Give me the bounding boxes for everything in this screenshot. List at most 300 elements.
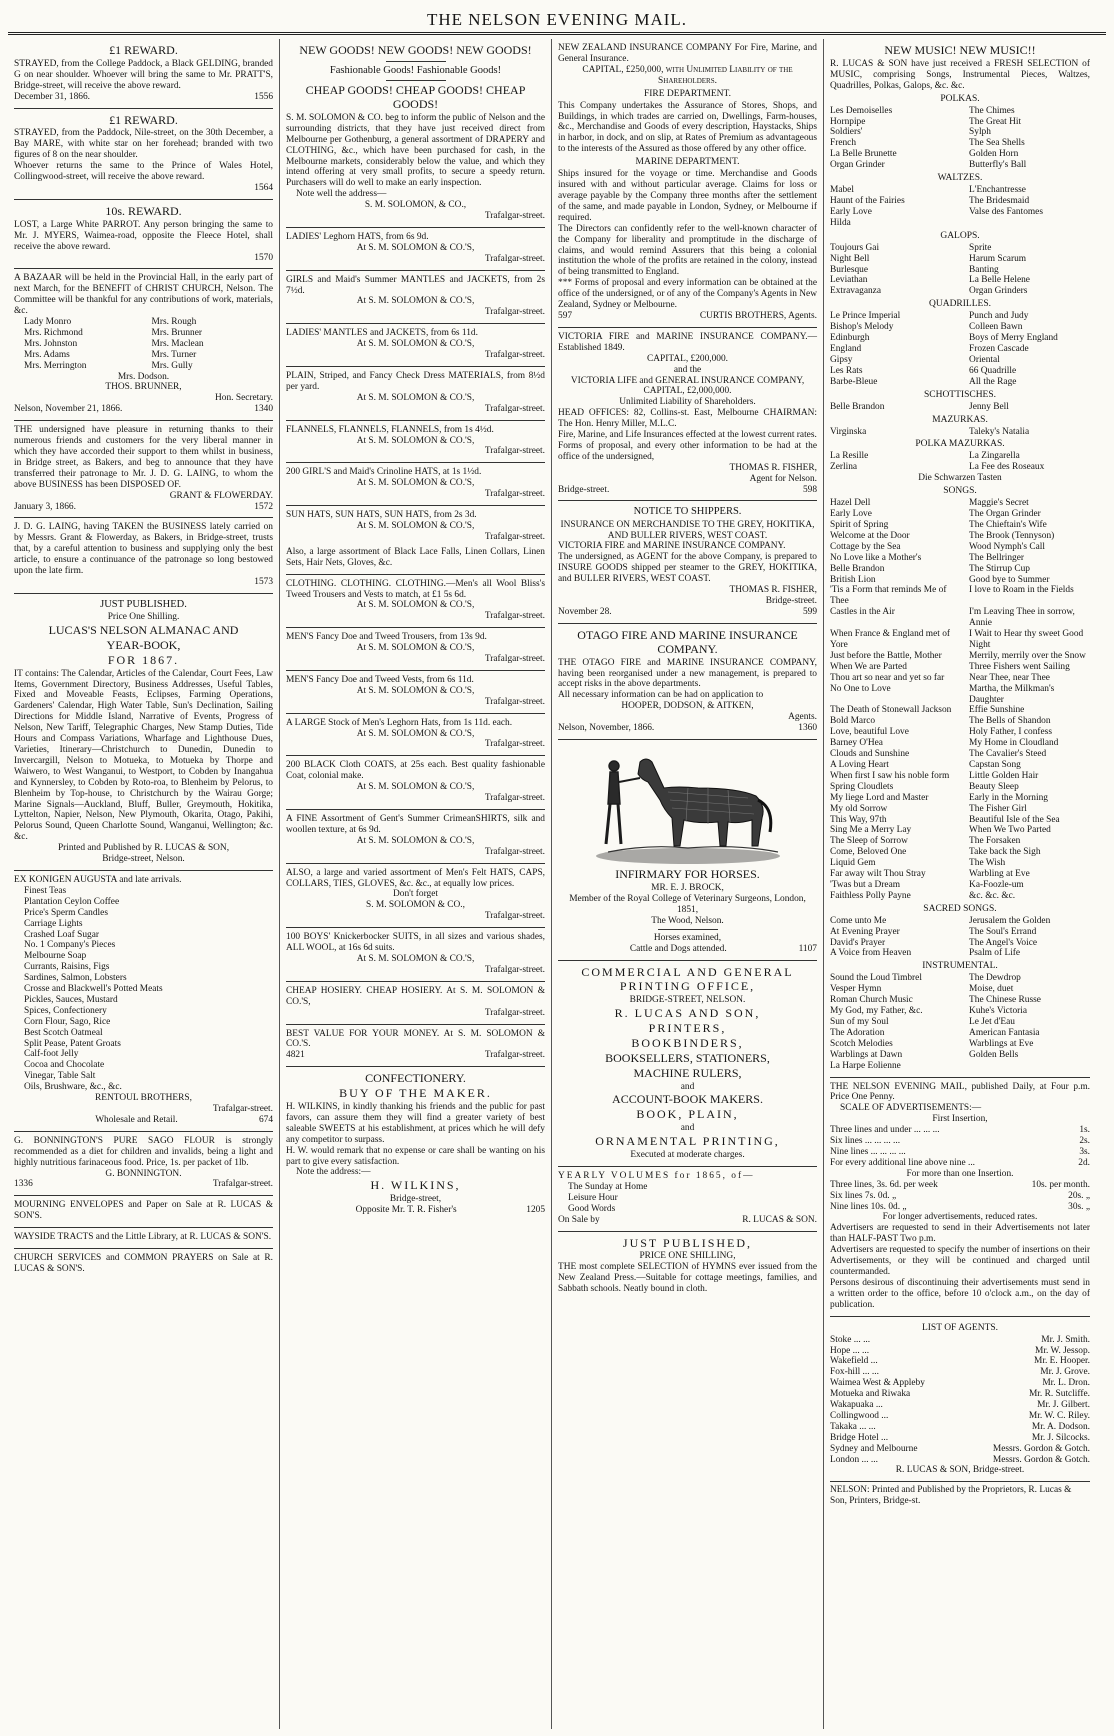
hymns-ad (558, 1232, 817, 1301)
music-title-item: This Way, 97th (830, 814, 887, 825)
music-title-item: The Chinese Russe (969, 995, 1041, 1006)
notice-body: The undersigned, as AGENT for the above Company, is prepared to INSURE GOODS shipped per steamer to the GREY, HOKITIKA, and BULLER RIVERS, WEST COAST. (558, 552, 817, 585)
music-section-list (830, 243, 1090, 298)
ad-heading: 10s. REWARD. (105, 203, 182, 218)
solomon-address: S. M. SOLOMON, & CO., (364, 200, 467, 211)
music-title-item: The Bells of Shandon (969, 716, 1051, 727)
ad-number: 1572 (254, 501, 273, 512)
agent-name: Mr. E. Hooper. (1034, 1356, 1090, 1367)
ad-footer-text: Wholesale and Retail. (95, 1114, 178, 1125)
forms-text: Forms of proposal, and every other information to be had at the office of the undersigned, (558, 440, 817, 462)
rate-label: Nine lines 10s. 0d. „ (830, 1201, 907, 1212)
item-text: MEN'S Fancy Doe and Tweed Trousers, from 13s 9d. (286, 632, 487, 643)
music-title-item: La Harpe Eolienne (830, 1060, 901, 1071)
ad-place: Trafalgar-street. (212, 1179, 273, 1190)
music-title-item: The Stirrup Cup (969, 563, 1030, 574)
solomon-item-ad (286, 714, 545, 757)
horse-illustration (588, 748, 788, 866)
goods-item: Sardines, Salmon, Lobsters (24, 973, 127, 984)
marine-dept: MARINE DEPARTMENT. (635, 157, 740, 168)
music-title-item: Maggie's Secret (969, 498, 1029, 509)
ad-signer: GRANT & FLOWERDAY. (169, 490, 273, 501)
rate-label: Three lines, 3s. 6d. per week (830, 1179, 938, 1190)
music-title-item: Warblings at Eve (969, 1038, 1034, 1049)
rate-row (830, 1136, 1090, 1147)
music-title-item: Clouds and Sunshine (830, 749, 910, 760)
ad-signer: G. BONNINGTON. (105, 1168, 182, 1179)
music-title-item: Soldiers' (830, 127, 863, 138)
goods-item: Carriage Lights (24, 918, 83, 929)
music-title-item: At Evening Prayer (830, 926, 900, 937)
yearly-volumes-ad (558, 1167, 817, 1232)
ad-signer: RENTOUL BROTHERS, (95, 1093, 192, 1104)
agent-row (830, 1433, 1090, 1444)
item-text: FLANNELS, FLANNELS, FLANNELS, from 1s 4½d. (286, 424, 494, 435)
ad-footer (558, 485, 817, 496)
laing-ad (14, 518, 273, 593)
music-title-item: The Great Hit (969, 116, 1022, 127)
music-title-item: La Fee des Roseaux (969, 462, 1045, 473)
solomon-intro: S. M. SOLOMON & CO. beg to inform the public of Nelson and the surrounding districts, that they have just received direct from Melbourne per Gothenburg, a general assortment of DRAPERY and CLOTHING, &c., which have been purchased for cash, in the Melbourne markets, considerably below the value, and which they intend offering at very small profits, to secure a speedy return. Purchasers will do well to make an early inspection. (286, 112, 545, 189)
otago-body-2: All necessary information can be had on application to (558, 690, 764, 701)
music-title-item (969, 218, 1090, 229)
item-at: At S. M. SOLOMON & CO.'S, (356, 782, 475, 793)
music-title-item: Edinburgh (830, 333, 870, 344)
seller: R. LUCAS & SON. (742, 1214, 817, 1225)
music-title-item: French (830, 138, 857, 149)
music-title-item: Capstan Song (969, 759, 1021, 770)
solomon-item-ad (286, 421, 545, 464)
printing-line: PRINTERS, (648, 1020, 727, 1035)
music-title-item: I'm Leaving Thee in sorrow, Annie (969, 607, 1075, 629)
music-title-item: The Chieftain's Wife (969, 520, 1047, 531)
item-street: Trafalgar-street. (484, 253, 545, 264)
rate-value: 3s. (1079, 1147, 1090, 1157)
ad-number: 1570 (254, 252, 273, 263)
music-title-item: Barbe-Bleue (830, 376, 878, 387)
agent-row (830, 1411, 1090, 1422)
rate-value: 10s. per month. (1031, 1179, 1090, 1190)
note-address: Note well the address— (296, 189, 387, 200)
ad-signer: THOMAS R. FISHER, (729, 462, 817, 473)
ad-body: CHURCH SERVICES and COMMON PRAYERS on Sale at R. LUCAS & SON'S. (14, 1253, 273, 1274)
music-title-item: The Adoration (830, 1027, 885, 1038)
music-title-item: Moise, duet (969, 984, 1014, 995)
music-title-item: Valse des Fantomes (969, 206, 1043, 217)
agent-place: Motueka and Riwaka (830, 1389, 911, 1400)
ad-body: G. BONNINGTON'S PURE SAGO FLOUR is strongly recommended as a diet for children and invalids, being a light and highly nutritious farinaceous food. Price, 1s. per packet of 1lb. (14, 1135, 273, 1168)
music-title-item: Beauty Sleep (969, 781, 1019, 792)
music-section-list (830, 106, 1090, 171)
rate-label: Three lines and under ... ... ... (830, 1125, 940, 1136)
music-title-item: Sylph (969, 127, 991, 138)
agent-name: Mr. W. C. Riley. (1028, 1410, 1090, 1421)
ad-body-2: Whoever returns the same to the Prince of Wales Hotel, Collingwood-street, will receive the above reward. (14, 161, 273, 183)
ad-number: 1556 (254, 91, 273, 102)
item-at: At S. M. SOLOMON & CO.'S, (356, 520, 475, 531)
rate-value: 30s. „ (1068, 1201, 1090, 1212)
item-text: 200 GIRL'S and Maid's Crinoline HATS, at 1s 1½d. (286, 467, 482, 478)
ad-body: STRAYED, from the Paddock, Nile-street, on the 30th December, a Bay MARE, with white star on her forehead; branded with two figures of 8 on the near shoulder. (14, 128, 273, 161)
head-offices: HEAD OFFICES: 82, Collins-st. East, Melbourne CHAIRMAN: The Hon. Henry Miller, M.L.C. (558, 408, 817, 430)
music-title-item: When France & England met of Yore (830, 629, 951, 650)
printing-line: R. LUCAS AND SON, (614, 1006, 761, 1021)
ad-agents: CURTIS BROTHERS, Agents. (699, 310, 817, 321)
music-section-list (830, 427, 1090, 438)
scale-title: SCALE OF ADVERTISEMENTS:— (840, 1103, 982, 1114)
goods-item: Crosse and Blackwell's Potted Meats (24, 984, 163, 995)
music-section-list (830, 451, 1090, 473)
almanac-title-3: FOR 1867. (107, 652, 180, 667)
ad-footer (14, 1115, 273, 1126)
lady-name: Mrs. Brunner (151, 327, 203, 338)
music-title-item: The Soul's Errand (969, 926, 1037, 937)
music-title-item: Golden Bells (969, 1049, 1019, 1060)
item-street: Trafalgar-street. (484, 964, 545, 975)
ad-number: 1573 (254, 576, 273, 587)
music-title-item: Sing Me a Merry Lay (830, 825, 912, 836)
agents-table (830, 1335, 1090, 1466)
music-section-list (830, 185, 1090, 229)
music-title-item: British Lion (830, 574, 876, 585)
music-title-item: Sprite (969, 242, 992, 253)
agent-name: Mr. J. Gilbert. (1037, 1400, 1090, 1411)
almanac-contents: IT contains: The Calendar, Articles of the Calendar, Court Fees, Law Items, Government Directory, Business Addresses, Useful Tables, Fixed and Moveable Feasts, Eclipses, Farming Operations, Gardeners' Calendar, High Water Table, Sun's Declination, Sailing Directions for Middle Island, Narrative of Events, Progress of Nelson, New Tariff, Telegraphic Charges, New Stamp Duties, Tide Hours and Compass Variations, Wharfage and Lighthouse Dues, Varieties, Itinerary—Christchurch to Dunedin, Dunedin to Invercargill, Nelson to Motueka, to Motueka by Thorpe and Waiwero, to West Wanganui, to Westport, to Cobden by Inangahua and Kynnersley, to Cobden by Roto-roa, to Blenheim by Pelorus, to Blenheim by Top-house, to Christchurch by the Wairau Gorge; Marine Signals—Auckland, Bluff, Buller, Greymouth, Hokitika, Lyttelton, Napier, Nelson, New Plymouth, Okarita, Otago, Pakihi, Pelorus Sound, Queen Charlotte Sound, Wanganui, Wellington; &c. &c. (14, 668, 273, 843)
music-title-item: Hilda (830, 217, 851, 228)
cheap-goods-heading: CHEAP GOODS! CHEAP GOODS! CHEAP GOODS! (305, 83, 526, 111)
item-street: Trafalgar-street. (484, 531, 545, 542)
first-insertion: First Insertion, (932, 1114, 988, 1125)
music-title-item: Just before the Battle, Mother (830, 650, 942, 661)
music-title-item: Ka-Foozle-um (969, 879, 1024, 890)
rate-label: Six lines 7s. 0d. „ (830, 1190, 897, 1201)
ad-footer (558, 311, 817, 322)
music-title-item: When We are Parted (830, 661, 907, 672)
music-title-item: Come unto Me (830, 915, 887, 926)
ad-number: 1340 (254, 404, 273, 415)
ad-date: Nelson, November 21, 1866. (14, 404, 123, 415)
shippers-notice-ad (558, 501, 817, 623)
item-street: Trafalgar-street. (484, 696, 545, 707)
notice-title: NOTICE TO SHIPPERS. (633, 506, 742, 518)
ad-date: January 3, 1866. (14, 501, 76, 512)
lady-name: Mrs. Johnston (24, 338, 78, 349)
column-3 (552, 39, 824, 1729)
music-title-item: 66 Quadrille (969, 365, 1017, 376)
ad-body: J. D. G. LAING, having TAKEN the BUSINESS lately carried on by Messrs. Grant & Flowerday, as Bakers, in Bridge-street, trusts that, by a careful attention to business and supplying only the best article, to ensure a continuance of the patronage so long bestowed upon the late firm. (14, 522, 273, 577)
solomon-item-ad (286, 367, 545, 421)
new-goods-heading: NEW GOODS! NEW GOODS! NEW GOODS! (299, 43, 532, 57)
music-title-item: Boys of Merry England (969, 333, 1058, 344)
solomon-item-ad (286, 271, 545, 325)
ad-footer (286, 1205, 545, 1216)
music-title-item: The Bellringer (969, 552, 1024, 563)
ad-heading: £1 REWARD. (109, 43, 178, 57)
music-title-item: Little Golden Hair (969, 770, 1039, 781)
music-title-item: Frozen Cascade (969, 344, 1029, 354)
and-text: and the (673, 364, 702, 375)
item-text: LADIES' MANTLES and JACKETS, from 6s 11d. (286, 328, 478, 339)
wilkins-opposite: Opposite Mr. T. R. Fisher's (355, 1205, 457, 1216)
ad-body: A BAZAAR will be held in the Provincial Hall, in the early part of next March, for the BENEFIT of CHRIST CHURCH, Nelson. The Committee will be thankful for any contributions of work, materials, &c. (14, 273, 273, 317)
goods-item: Crashed Loaf Sugar (24, 929, 99, 940)
music-title-item: Spring Cloudlets (830, 781, 894, 792)
almanac-price: Price One Shilling. (107, 612, 180, 623)
mail-intro: THE NELSON EVENING MAIL, published Daily, at Four p.m. Price One Penny. (830, 1081, 1090, 1103)
music-title-item: Organ Grinders (969, 286, 1028, 297)
item-at: At S. M. SOLOMON & CO.'S, (356, 242, 475, 253)
music-title-item: A Loving Heart (830, 759, 889, 770)
columns (8, 39, 1106, 1729)
rate-row (830, 1125, 1090, 1136)
music-title-item: Gipsy (830, 354, 853, 365)
hymns-price: PRICE ONE SHILLING, (639, 1251, 736, 1262)
goods-item: Currants, Raisins, Figs (24, 962, 110, 973)
music-title-item: My God, my Father, &c. (830, 1006, 923, 1017)
music-title-item: Hornpipe (830, 116, 866, 127)
agent-row (830, 1356, 1090, 1367)
music-section-heading: SCHOTTISCHES. (923, 389, 997, 400)
agent-place: Waimea West & Appleby (830, 1378, 925, 1389)
ad-footer (14, 404, 273, 415)
ad-agent: Agent for Nelson. (749, 473, 817, 484)
item-street: Trafalgar-street. (484, 1050, 545, 1061)
printing-street: BRIDGE-STREET, NELSON. (629, 995, 746, 1006)
agent-row (830, 1455, 1090, 1466)
marine-body: Ships insured for the voyage or time. Merchandise and Goods insured with and without particular average. Claims for loss or average payable by the Company three months after the settlement of the same, and made payable in London, Sydney, or Melbourne if required. (558, 169, 817, 223)
agent-name: Mr. A. Dodson. (1031, 1421, 1090, 1432)
lady-name: Mrs. Adams (24, 349, 70, 360)
music-title-item: No Love like a Mother's (830, 552, 922, 563)
account-book: ACCOUNT-BOOK MAKERS. (612, 1092, 763, 1107)
solomon-item-ad (286, 628, 545, 671)
music-title-item: La Belle Helene (969, 275, 1030, 286)
item-text: GIRLS and Maid's Summer MANTLES and JACKETS, from 2s 7½d. (286, 274, 545, 296)
rate-row (830, 1202, 1090, 1213)
music-title-item: The Brook (Tennyson) (969, 530, 1055, 541)
rate-label: Six lines ... ... ... ... (830, 1136, 901, 1147)
music-section-heading: SONGS. (943, 486, 977, 497)
item-street: Trafalgar-street. (484, 911, 545, 922)
victoria-insurance-ad (558, 328, 817, 502)
item-text: 100 BOYS' Knickerbocker SUITS, in all sizes and various shades, ALL WOOL, at 16s 6d suits. (286, 932, 545, 954)
ornamental: ORNAMENTAL PRINTING, (595, 1134, 780, 1149)
music-title: NEW MUSIC! NEW MUSIC!! (884, 43, 1036, 57)
music-sections (830, 94, 1090, 1072)
infirmary-ad (558, 740, 817, 961)
music-title-item: Early Love (830, 206, 872, 217)
lady-name: Mrs. Rough (151, 317, 197, 328)
almanac-place: Bridge-street, Nelson. (102, 854, 185, 865)
music-section-list (830, 311, 1090, 387)
music-title-item: Jenny Bell (969, 401, 1009, 412)
music-title-item: 'Twas but a Dream (830, 879, 901, 890)
rate-value: 1s. (1079, 1125, 1090, 1136)
music-title-item: The Chimes (969, 105, 1015, 116)
ad-heading: EX KONIGEN AUGUSTA and late arrivals. (14, 874, 182, 885)
wilkins-body: H. WILKINS, in kindly thanking his friends and the public for past favors, can assure them they will find a greater variety of best saleable SWEETS at his establishment, at prices which he will defy any competitor to surpass. (286, 1102, 545, 1145)
ladies-list (14, 317, 273, 372)
music-title-item: Come, Beloved One (830, 847, 907, 858)
almanac-title-2: YEAR-BOOK, (106, 637, 181, 652)
music-title-item: Holy Father, I confess (969, 727, 1052, 738)
vet-place: The Wood, Nelson. (651, 915, 724, 926)
item-at: At S. M. SOLOMON & CO.'S, (356, 435, 475, 446)
ad-signer-title: Hon. Secretary. (215, 393, 273, 404)
music-title-item: Extravaganza (830, 286, 882, 297)
item-text: A FINE Assortment of Gent's Summer CrimeanSHIRTS, silk and woollen texture, at 6s 9d. (286, 814, 545, 835)
goods-item: Finest Teas (24, 885, 67, 896)
music-title-item: Zerlina (830, 462, 858, 473)
otago-title: OTAGO FIRE AND MARINE INSURANCE COMPANY. (577, 627, 798, 656)
item-text: MEN'S Fancy Doe and Tweed Vests, from 6s 11d. (286, 674, 474, 685)
music-title-item: Jerusalem the Golden (969, 915, 1051, 926)
music-title-item: Beautiful Isle of the Sea (969, 814, 1060, 825)
ad-number: 1205 (526, 1205, 545, 1216)
lady-name: Mrs. Merrington (24, 360, 87, 371)
music-title-item: Burlesque (830, 264, 869, 275)
music-title-item: Hazel Dell (830, 498, 871, 509)
more-insertion: For more than one Insertion. (906, 1168, 1014, 1179)
item-at: At S. M. SOLOMON & CO.'S, (356, 835, 475, 846)
music-title-item: I Wait to Hear thy sweet Good Night (969, 629, 1084, 650)
music-title-item: Scotch Melodies (830, 1038, 893, 1049)
solomon-item-ad (286, 982, 545, 1025)
wilkins-body-2: H. W. would remark that no expense or care shall be wanting on his part to give every satisfaction. (286, 1145, 545, 1167)
music-title-item: The Forsaken (969, 836, 1021, 847)
music-title-item: Cottage by the Sea (830, 541, 901, 552)
agents-title: LIST OF AGENTS. (921, 1322, 999, 1333)
yearly-item: Good Words (568, 1203, 616, 1214)
and-text: and (680, 1081, 695, 1092)
ad-number: 4821 (286, 1050, 305, 1061)
music-title-item: La Resille (830, 451, 869, 462)
ad-place: Trafalgar-street. (212, 1104, 273, 1115)
rate-row (830, 1147, 1090, 1158)
music-title-item: The Dewdrop (969, 973, 1021, 984)
solomon-item-ad (286, 506, 545, 575)
music-title-item: The Cavalier's Steed (969, 749, 1047, 760)
ad-footer (558, 1215, 817, 1226)
music-title-item: Bishop's Melody (830, 322, 894, 333)
fire-dept: FIRE DEPARTMENT. (643, 88, 732, 99)
ad-number: 1336 (14, 1179, 33, 1190)
goods-item: Vinegar, Table Salt (24, 1071, 96, 1082)
music-title-item: My Home in Cloudland (969, 738, 1059, 749)
music-title-item: Take back the Sigh (969, 847, 1041, 858)
ad-footer (558, 607, 817, 618)
column-2 (280, 39, 552, 1729)
music-title-item: Harum Scarum (969, 253, 1027, 264)
solomon-item-ad (286, 756, 545, 810)
music-title-item: David's Prayer (830, 937, 886, 948)
goods-list (14, 886, 273, 1093)
goods-item: Plantation Ceylon Coffee (24, 896, 120, 907)
otago-body: THE OTAGO FIRE and MARINE INSURANCE COMPANY, having been reorganised under a new management, is prepared to accept risks in the above departments. (558, 657, 817, 690)
music-title-item: Welcome at the Door (830, 530, 910, 541)
divider (386, 80, 446, 81)
music-title-item: Belle Brandon (830, 563, 885, 574)
music-title-item: Castles in the Air (830, 607, 895, 618)
music-ad (830, 39, 1090, 1078)
ad-number: 1107 (798, 944, 817, 955)
agent-place: Bridge Hotel ... (830, 1432, 889, 1443)
rate-value: 2s. (1079, 1136, 1090, 1147)
item-street: Trafalgar-street. (484, 489, 545, 500)
agent-name: Mr. R. Sutcliffe. (1028, 1389, 1090, 1400)
ad-place: Bridge-street. (558, 484, 610, 495)
item-street: Trafalgar-street. (484, 611, 545, 622)
music-section-list (830, 916, 1090, 960)
hymns-just: JUST PUBLISHED, (622, 1235, 753, 1250)
solomon-address: S. M. SOLOMON & CO., (366, 900, 465, 911)
nz-insurance-ad (558, 39, 817, 328)
music-title-item: Oriental (969, 354, 1000, 365)
on-sale: On Sale by (558, 1214, 600, 1225)
directors-body: The Directors can confidently refer to the well-known character of the Company for liberality and promptitude in the discharge of claims, and would remind Assurers that this being a colonial institution the whole of the profits are retained in the colony, instead of being transmitted to England. (558, 223, 817, 278)
hymns-body: THE most complete SELECTION of HYMNS ever issued from the New Zealand Press.—Suitable for cottage meetings, families, and Sabbath schools. Neatly bound in cloth. (558, 1262, 817, 1295)
otago-firm: HOOPER, DODSON, & AITKEN, (621, 701, 754, 712)
music-title-item: Night Bell (830, 253, 870, 264)
capital: CAPITAL, £200,000. (646, 353, 729, 364)
agent-place: Sydney and Melbourne (830, 1443, 918, 1454)
agent-place: Takaka ... ... (830, 1421, 876, 1432)
agent-name: Mr. J. Silcocks. (1031, 1432, 1090, 1443)
item-at: At S. M. SOLOMON & CO.'S, (356, 600, 475, 611)
music-title-item: The Sleep of Sorrow (830, 836, 908, 847)
divider (658, 929, 718, 930)
fire-text: Fire, Marine, and Life Insurances effected at the lowest current rates. (558, 430, 817, 441)
agent-place: Wakefield ... (830, 1356, 878, 1367)
reward-ad-3 (14, 200, 273, 270)
music-intro: R. LUCAS & SON have just received a FRESH SELECTION of MUSIC, comprising Songs, Instrumental Pieces, Waltzes, Quadrilles, Polkas, Galops, &c. &c. (830, 58, 1090, 91)
music-title-item: Virginska (830, 426, 867, 437)
goods-item: Corn Flour, Sago, Rice (24, 1016, 111, 1027)
agent-name: Mr. W. Jessop. (1035, 1345, 1090, 1356)
lace-text: Also, a large assortment of Black Lace Falls, Linen Collars, Linen Sets, Hair Nets, Gloves, &c. (286, 546, 545, 568)
ad-signer: THOS. BRUNNER, (105, 382, 182, 393)
music-title-item: A Voice from Heaven (830, 948, 912, 959)
horses-examined: Horses examined, (653, 933, 722, 944)
item-text: LADIES' Leghorn HATS, from 6s 9d. (286, 231, 429, 242)
rate-row (830, 1191, 1090, 1202)
agent-name: Mr. J. Grove. (1040, 1367, 1090, 1378)
ad-number: 1564 (254, 182, 273, 193)
item-at: At S. M. SOLOMON & CO.'S, (356, 478, 475, 489)
ad-body: THE undersigned have pleasure in returning thanks to their numerous friends and customers for the very liberal manner in which they have accorded their support to them whilst in business, in Bridge street, as Bakers, and beg to announce that they have transferred their patronage to Mr. J. D. G. LAING, to whom the above BUSINESS has been DISPOSED OF. (14, 425, 273, 490)
ad-footer (14, 502, 273, 513)
confectionery-heading: CONFECTIONERY. (365, 1071, 466, 1086)
music-section-heading: SACRED SONGS. (923, 903, 997, 914)
item-text: BEST VALUE FOR YOUR MONEY. At S. M. SOLOMON & CO.'S. (286, 1028, 545, 1050)
agent-place: London ... ... (830, 1454, 878, 1465)
music-section-list (830, 498, 1090, 902)
music-title-item: Organ Grinder (830, 160, 885, 171)
music-title-item: La Belle Brunette (830, 149, 897, 160)
solomon-item-ad (286, 228, 545, 271)
ad-heading: £1 REWARD. (109, 112, 178, 127)
music-title-item: Good bye to Summer (969, 574, 1050, 585)
goods-item: Pickles, Sauces, Mustard (24, 994, 118, 1005)
goods-item: Oils, Brushware, &c., &c. (24, 1082, 122, 1093)
fashionable-heading: Fashionable Goods! Fashionable Goods! (329, 64, 502, 76)
rates-table (830, 1125, 1090, 1169)
music-title-item: Martha, the Milkman's Daughter (969, 683, 1055, 705)
music-title-item: Belle Brandon (830, 401, 885, 412)
lady-name-last: Mrs. Dodson. (117, 371, 170, 382)
agent-row (830, 1444, 1090, 1455)
music-title-item: The Death of Stonewall Jackson (830, 705, 952, 716)
